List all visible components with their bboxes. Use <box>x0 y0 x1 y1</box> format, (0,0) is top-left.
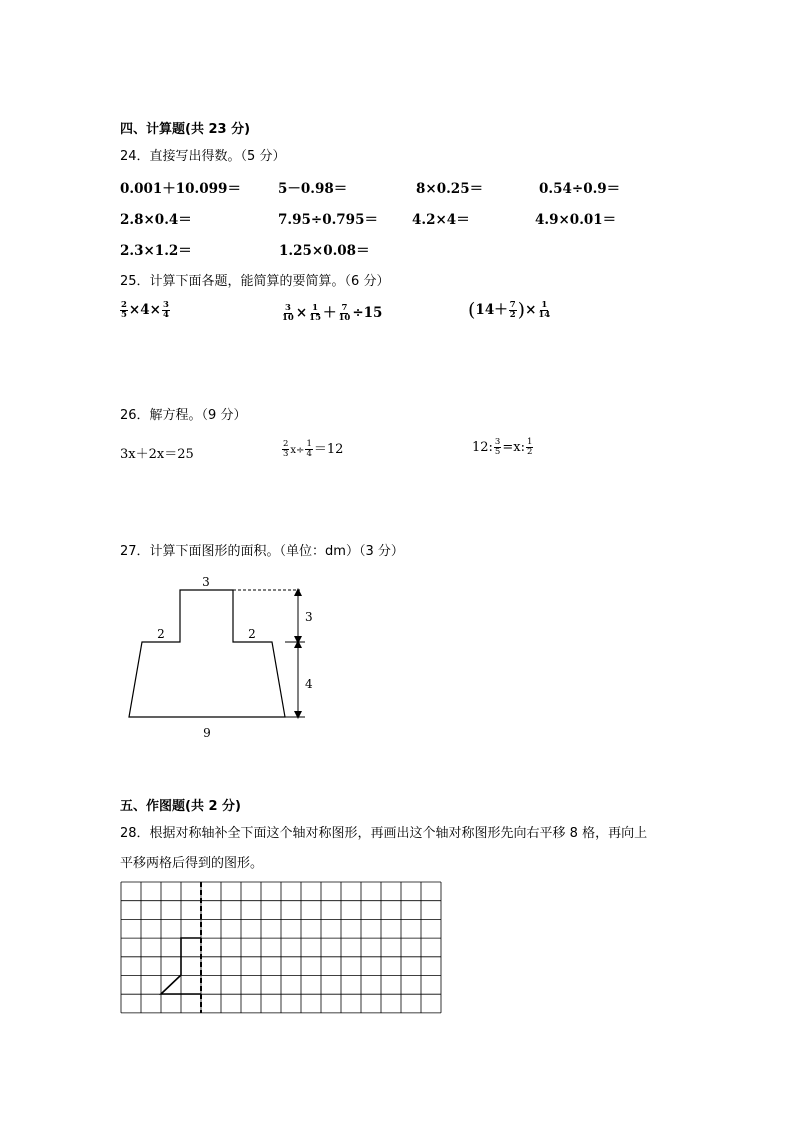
fraction: $\frac{2}{5}$ <box>121 300 127 320</box>
section4-title: 四、计算题(共 23 分) <box>120 122 251 137</box>
q28-prompt-line2: 平移两格后得到的图形。 <box>120 856 264 871</box>
fraction: $\frac{7}{10}$ <box>338 303 351 323</box>
q24-item-10: 1.25×0.08＝ <box>279 243 370 259</box>
fraction: $\frac{1}{4}$ <box>306 439 312 459</box>
q24-item-6: 7.95÷0.795＝ <box>278 212 378 228</box>
q28-prompt-line1: 28．根据对称轴补全下面这个轴对称图形，再画出这个轴对称图形先向右平移 8 格，再向上 <box>120 826 648 841</box>
label-left-step: 2 <box>157 627 165 641</box>
q25-expr-2: $\frac{3}{10}$ × $\frac{1}{15}$ ＋ $\frac{7}{10}$ ÷15 <box>282 303 383 323</box>
q24-item-7: 4.2×4＝ <box>412 212 470 228</box>
q24-item-2: 5－0.98＝ <box>278 181 348 197</box>
q26-equation-3: 12: $\frac{3}{5}$ =x: $\frac{1}{2}$ <box>472 437 533 457</box>
q25-expr-3: (14＋ $\frac{7}{2}$ )× $\frac{1}{14}$ <box>468 299 551 321</box>
q24-item-9: 2.3×1.2＝ <box>120 243 192 259</box>
label-bottom-width: 9 <box>203 726 211 740</box>
fraction: $\frac{1}{2}$ <box>526 437 533 457</box>
section5-title: 五、作图题(共 2 分) <box>120 799 241 814</box>
q24-item-4: 0.54÷0.9＝ <box>539 181 621 197</box>
label-lower-height: 4 <box>305 677 313 691</box>
label-top-width: 3 <box>202 575 210 589</box>
q26-equation-2: $\frac{2}{3}$ x÷ $\frac{1}{4}$ ＝12 <box>283 439 344 459</box>
q26-equation-1: 3x＋2x＝25 <box>120 447 194 462</box>
fraction: $\frac{1}{15}$ <box>309 303 321 323</box>
fraction: $\frac{3}{10}$ <box>282 303 294 323</box>
q24-item-1: 0.001＋10.099＝ <box>120 181 241 197</box>
fraction: $\frac{1}{14}$ <box>538 300 551 320</box>
fraction: $\frac{3}{4}$ <box>162 300 169 320</box>
fraction: $\frac{3}{5}$ <box>494 437 501 457</box>
q24-item-3: 8×0.25＝ <box>416 181 484 197</box>
label-right-step: 2 <box>248 627 256 641</box>
fraction: $\frac{7}{2}$ <box>509 300 516 320</box>
q24-item-8: 4.9×0.01＝ <box>535 212 617 228</box>
q24-item-5: 2.8×0.4＝ <box>120 212 192 228</box>
q24-prompt: 24．直接写出得数。（5 分） <box>120 149 286 164</box>
q25-prompt: 25．计算下面各题，能简算的要简算。（6 分） <box>120 274 390 289</box>
q26-prompt: 26．解方程。（9 分） <box>120 408 247 423</box>
fraction: $\frac{2}{3}$ <box>283 439 289 459</box>
q27-prompt: 27．计算下面图形的面积。（单位：dm）（3 分） <box>120 544 404 559</box>
label-upper-height: 3 <box>305 610 313 624</box>
q25-expr-1: $\frac{2}{5}$ ×4× $\frac{3}{4}$ <box>121 300 169 320</box>
